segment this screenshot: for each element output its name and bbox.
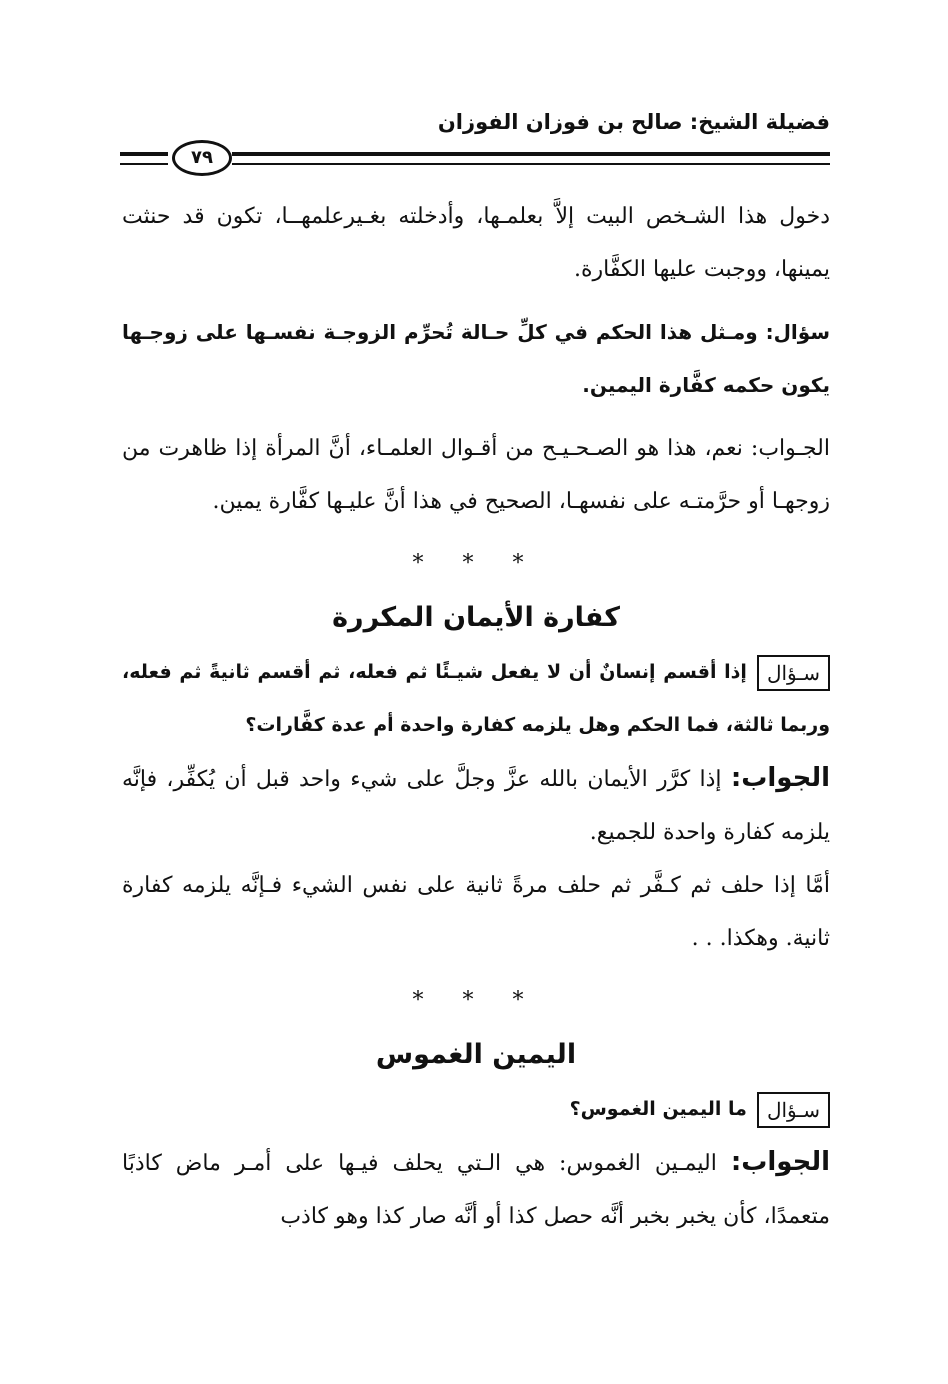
paragraph-1: دخول هذا الشـخص البيت إلاَّ بعلمـها، وأدخلته بغـيرعلمهــا، تكون قد حنثت يمينها، ووجبت عليها الكفَّارة. bbox=[122, 204, 830, 282]
question-2 bbox=[122, 1083, 830, 1136]
question-text-2: ما اليمين الغموس؟ bbox=[569, 1098, 747, 1120]
section-separator-2: * * * bbox=[412, 988, 540, 1013]
answer-2 bbox=[122, 1136, 830, 1243]
question-text-1: إذا أقسم إنسانٌ أن لا يفعل شيـئًا ثم فعله، ثم أقسم ثانيةً ثم فعله، وربما ثالثة، فما الحكم وهل يلزمه كفارة واحدة أم عدة كفَّارات؟ bbox=[122, 661, 830, 736]
paragraph-2: سؤال: ومـثل هذا الحكم في كلِّ حـالة تُحرِّم الزوجـة نفسـها على زوجـها يكون حكمه كفَّارة اليمين. bbox=[122, 320, 830, 397]
page-number: ٧٩ bbox=[172, 140, 232, 176]
header-rule-short bbox=[120, 152, 168, 165]
question-label-2: سـؤال bbox=[757, 1092, 830, 1128]
answer-text-1: إذا كرَّر الأيمان بالله عزَّ وجلَّ على شيء واحد قبل أن يُكفِّر، فإنَّه يلزمه كفارة واحدة للجميع. bbox=[122, 767, 830, 845]
answer-text-2: اليمـين الغموس: هي الـتي يحلف فيـها على أمـر ماض كاذبًا متعمدًا، كأن يخبر بخبر أنَّه حصل كذا أو أنَّه صار كذا وهو كاذب bbox=[122, 1151, 830, 1229]
section-separator-1: * * * bbox=[412, 551, 540, 576]
header-rule bbox=[232, 152, 830, 165]
section-title-2: اليمين الغموس bbox=[375, 1039, 577, 1070]
answer-label-1: الجواب: bbox=[730, 763, 830, 793]
paragraph-4: أمَّا إذا حلف ثم كـفَّر ثم حلف مرةً ثانية على نفس الشيء فـإنَّه يلزمه كفارة ثانية. وهكذا. . . bbox=[122, 873, 830, 951]
answer-1 bbox=[122, 752, 830, 859]
page-header bbox=[120, 108, 830, 172]
header-title: فضيلة الشيخ: صالح بن فوزان الفوزان bbox=[437, 110, 830, 134]
section-title-1: كفارة الأيمان المكررة bbox=[332, 602, 620, 633]
answer-label-2: الجواب: bbox=[730, 1147, 830, 1177]
paragraph-3: الجـواب: نعم، هذا هو الصـحـيـح من أقـوال العلمـاء، أنَّ المرأة إذا ظاهرت من زوجهـا أو حرَّمتـه على نفسهـا، الصحيح في هذا أنَّ عليـها كفَّارة يمين. bbox=[122, 436, 830, 514]
page-content bbox=[122, 190, 830, 1243]
question-1 bbox=[122, 646, 830, 752]
question-label-1: سـؤال bbox=[757, 655, 830, 691]
